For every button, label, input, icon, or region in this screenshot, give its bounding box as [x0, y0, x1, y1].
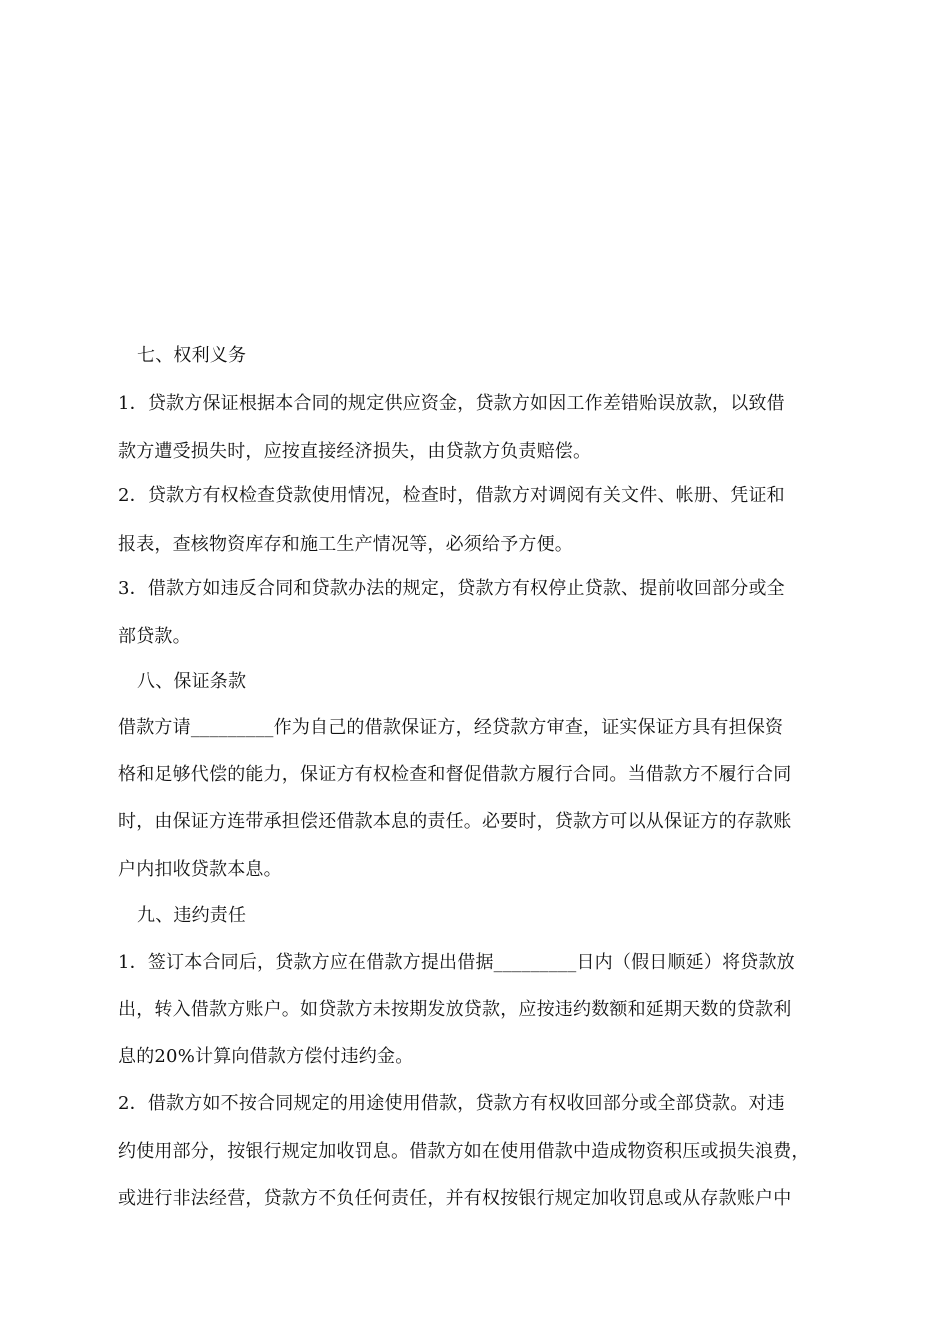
section-8-line-1-before: 借款方请 — [118, 717, 191, 738]
section-9-item-1-line-3: 息的20%计算向借款方偿付违约金。 — [118, 1046, 414, 1067]
section-9-heading: 九、违约责任 — [137, 905, 247, 926]
section-8-line-2: 格和足够代偿的能力，保证方有权检查和督促借款方履行合同。当借款方不履行合同 — [118, 764, 792, 785]
section-7-item-3-line-1: 3．借款方如违反合同和贷款办法的规定，贷款方有权停止贷款、提前收回部分或全 — [118, 578, 785, 599]
section-9-item-1-line-1 — [118, 951, 838, 975]
section-9-item-1-line-1-after: 日内（假日顺延）将贷款放 — [576, 952, 795, 973]
section-8-heading: 八、保证条款 — [137, 671, 247, 692]
days-blank: _________ — [493, 952, 577, 973]
section-8-line-1-after: 作为自己的借款保证方，经贷款方审查，证实保证方具有担保资 — [273, 717, 784, 738]
section-7-heading: 七、权利义务 — [137, 345, 247, 366]
section-9-item-2-line-2: 约使用部分，按银行规定加收罚息。借款方如在使用借款中造成物资积压或损失浪费， — [118, 1141, 810, 1162]
section-7-item-2-line-2: 报表，查核物资库存和施工生产情况等，必须给予方便。 — [118, 534, 573, 555]
section-9-item-2-line-1: 2．借款方如不按合同规定的用途使用借款，贷款方有权收回部分或全部贷款。对违 — [118, 1093, 785, 1114]
section-8-line-3: 时，由保证方连带承担偿还借款本息的责任。必要时，贷款方可以从保证方的存款账 — [118, 811, 792, 832]
guarantor-blank: _________ — [190, 717, 274, 738]
section-8-line-4: 户内扣收贷款本息。 — [118, 859, 282, 880]
section-9-item-1-line-1-before: 1．签订本合同后，贷款方应在借款方提出借据 — [118, 952, 494, 973]
section-7-item-2-line-1: 2．贷款方有权检查贷款使用情况，检查时，借款方对调阅有关文件、帐册、凭证和 — [118, 485, 785, 506]
section-7-item-1-line-1: 1．贷款方保证根据本合同的规定供应资金，贷款方如因工作差错贻误放款，以致借 — [118, 393, 785, 414]
section-9-item-1-line-2: 出，转入借款方账户。如贷款方未按期发放贷款，应按违约数额和延期天数的贷款利 — [118, 999, 792, 1020]
section-8-line-1 — [118, 716, 838, 740]
section-7-item-3-line-2: 部贷款。 — [118, 626, 191, 647]
section-7-item-1-line-2: 款方遭受损失时，应按直接经济损失，由贷款方负责赔偿。 — [118, 441, 592, 462]
section-9-item-2-line-3: 或进行非法经营，贷款方不负任何责任，并有权按银行规定加收罚息或从存款账户中 — [118, 1188, 792, 1209]
